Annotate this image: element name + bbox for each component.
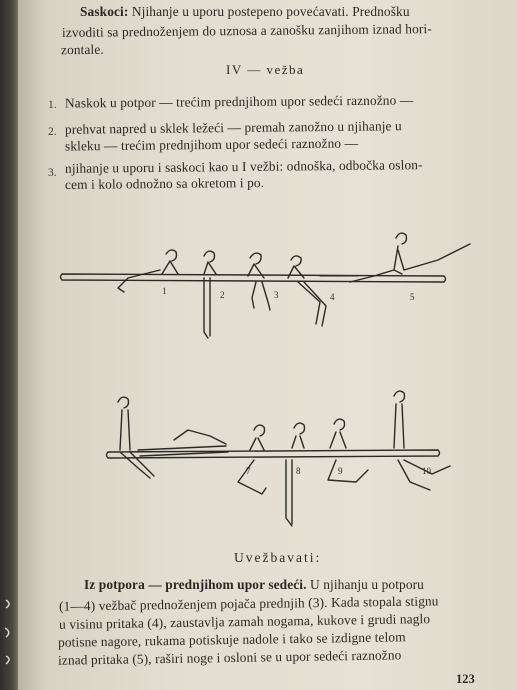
figure-label: 1 [162,286,167,296]
step-2-line-2: skleku — trećim prednjihom upor sedeći raznožno — [64,135,359,154]
intro-line-2: izvoditi sa prednoženjem do uznosa a zanošku zanjihom iznad hori- [61,21,432,40]
gymnast-sequence-illustration-top [58,226,478,366]
step-number: 3. [48,167,57,179]
intro-line-3: zontale. [60,41,104,58]
figure-label: 10 [422,466,431,476]
gymnast-sequence-illustration-bottom [78,390,468,540]
body-line-4: potisne nagore, rukama potiskuje nadole i tako se izdigne telom [57,629,406,650]
body-line-1 [84,577,424,593]
margin-edge-marks [2,590,16,680]
figure-label: 8 [296,466,301,476]
exercise-heading: IV — vežba [226,62,305,77]
step-3-line-2: cem i kolo odnožno sa okretom i po. [64,174,265,193]
step-1-line-1: Naskok u potpor — trećim prednjihom upor sedeći raznožno — [64,92,414,111]
figure-label: 3 [274,290,279,300]
intro-lead: Saskoci: [80,4,129,19]
figure-label: 4 [330,292,335,302]
page-number: 123 [456,672,475,686]
figure-label: 5 [410,292,415,302]
body-line-2: (1—4) vežbač prednoženjem pojača prednjih (3). Kada stopala stignu [58,593,439,614]
figure-sequence-bottom [78,390,468,540]
body-line-5: iznad pritaka (5), raširi noge i osloni se u upor sedeći raznožno [57,647,402,668]
intro-text-1: Njihanje u uporu postepeno povećavati. Prednošku [128,4,410,19]
figure-label: 9 [338,466,343,476]
step-number: 1. [48,99,57,111]
section-heading: Uvežbavati: [234,550,322,565]
figure-sequence-top [58,226,478,366]
step-number: 2. [48,126,57,138]
step-3-line-1: njihanje u uporu i saskoci kao u I vežbi: odnoška, odbočka oslon- [64,157,423,176]
step-2-line-1: prehvat napred u sklek ležeći — premah zanožno u njihanje u [64,118,402,137]
intro-line-1 [80,4,410,20]
body-lead: Iz potpora — prednjihom upor sedeći. [84,577,307,592]
body-line-3: u visinu pritaka (4), zaustavlja zamah nogama, kukove i grudi naglo [58,611,431,632]
book-page [18,0,517,690]
body-text-1: U njihanju u potporu [306,577,424,592]
figure-label: 7 [246,466,251,476]
figure-label: 2 [220,290,225,300]
